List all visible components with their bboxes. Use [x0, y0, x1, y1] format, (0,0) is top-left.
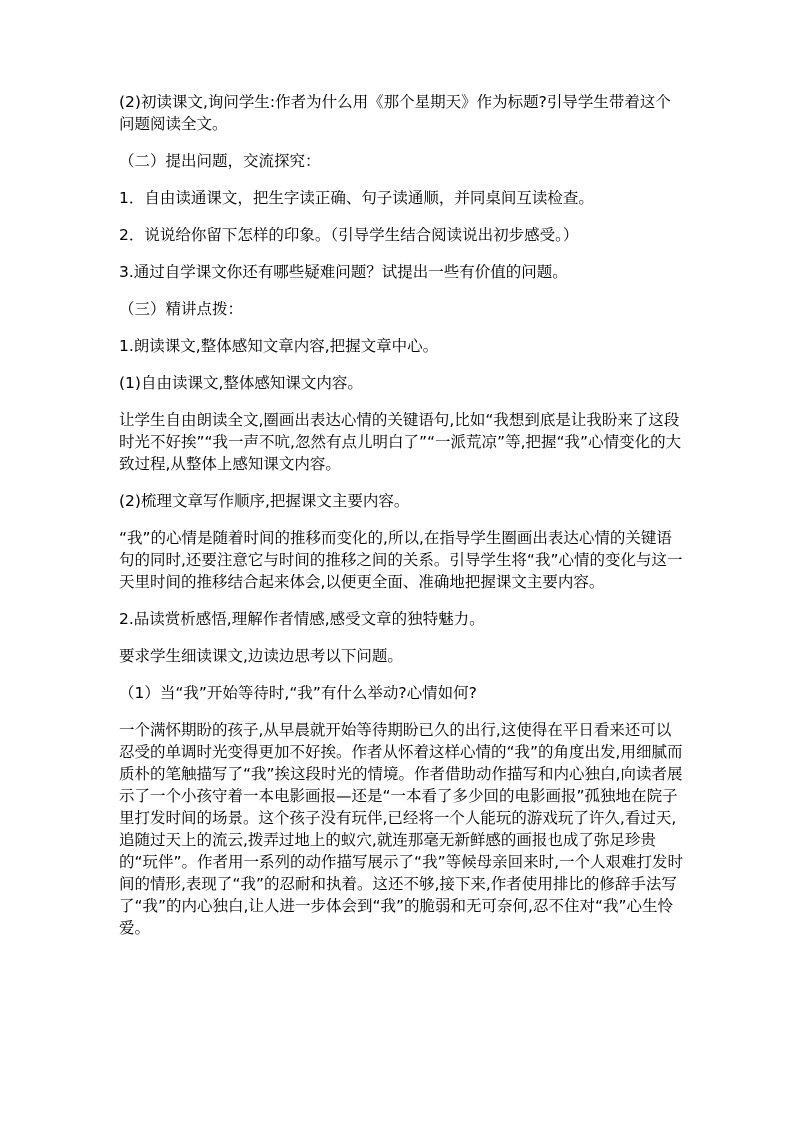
section-heading-guidance: （三）精讲点拨：: [119, 300, 244, 318]
paragraph-analysis: 一个满怀期盼的孩子,从早晨就开始等待期盼已久的出行,这使得在平日看来还可以忍受的单调时光变得更加不好挨。作者从怀着这样心情的“我”的角度出发,用细腻而质朴的笔触描写了“我”挨这段时光的情境。作者借助动作描写和内心独白,向读者展示了一个小孩守着一本电影画报—还是“一本看了多少回的电影画报”孤独地在院子里打发时间的场景。这个孩子没有玩伴,已经将一个人能玩的游戏玩了许久,看过天,追随过天上的流云,拨弄过地上的蚁穴,就连那毫无新鲜感的画报也成了弥足珍贵的“玩伴”。作者用一系列的动作描写展示了“我”等候母亲回来时,一个人艰难打发时间的情形,表现了“我”的忍耐和执着。这还不够,接下来,作者使用排比的修辞手法写了“我”的内心独白,让人进一步体会到“我”的脆弱和无可奈何,忍不住对“我”心生怜爱。: [119, 721, 684, 937]
substep-heading-2: (2)梳理文章写作顺序,把握课文主要内容。: [119, 492, 410, 510]
list-item-3: 3.通过自学课文你还有哪些疑难问题？试提出一些有价值的问题。: [119, 263, 568, 281]
paragraph-requirements: 要求学生细读课文,边读边思考以下问题。: [119, 647, 403, 665]
list-item-2: 2．说说给你留下怎样的印象。（引导学生结合阅读说出初步感受。）: [119, 226, 579, 244]
question-heading-1: （1）当“我”开始等待时,“我”有什么举动?心情如何?: [119, 684, 477, 702]
list-item-1: 1．自由读通课文，把生字读正确、句子读通顺，并同桌间互读检查。: [119, 189, 594, 207]
section-heading-questions: （二）提出问题，交流探究：: [119, 152, 321, 170]
paragraph-mood-time: “我”的心情是随着时间的推移而变化的,所以,在指导学生圈画出表达心情的关键语句的同时,还要注意它与时间的推移之间的关系。引导学生将“我”心情的变化与这一天里时间的推移结合起来体会,以便更全面、准确地把握课文主要内容。: [119, 529, 683, 591]
step-heading-2: 2.品读赏析感悟,理解作者情感,感受文章的独特魅力。: [119, 610, 485, 628]
document-body: [119, 91, 685, 954]
substep-heading-1: (1)自由读课文,整体感知课文内容。: [119, 374, 363, 392]
paragraph-free-reading: 让学生自由朗读全文,圈画出表达心情的关键语句,比如“我想到底是让我盼来了这段时光不好挨”“我一声不吭,忽然有点儿明白了”“一派荒凉”等,把握“我”心情变化的大致过程,从整体上感知课文内容。: [119, 411, 682, 473]
step-heading-1: 1.朗读课文,整体感知文章内容,把握文章中心。: [119, 337, 439, 355]
paragraph-reading-intro: (2)初读课文,询问学生:作者为什么用《那个星期天》作为标题?引导学生带着这个问题阅读全文。: [119, 93, 671, 133]
